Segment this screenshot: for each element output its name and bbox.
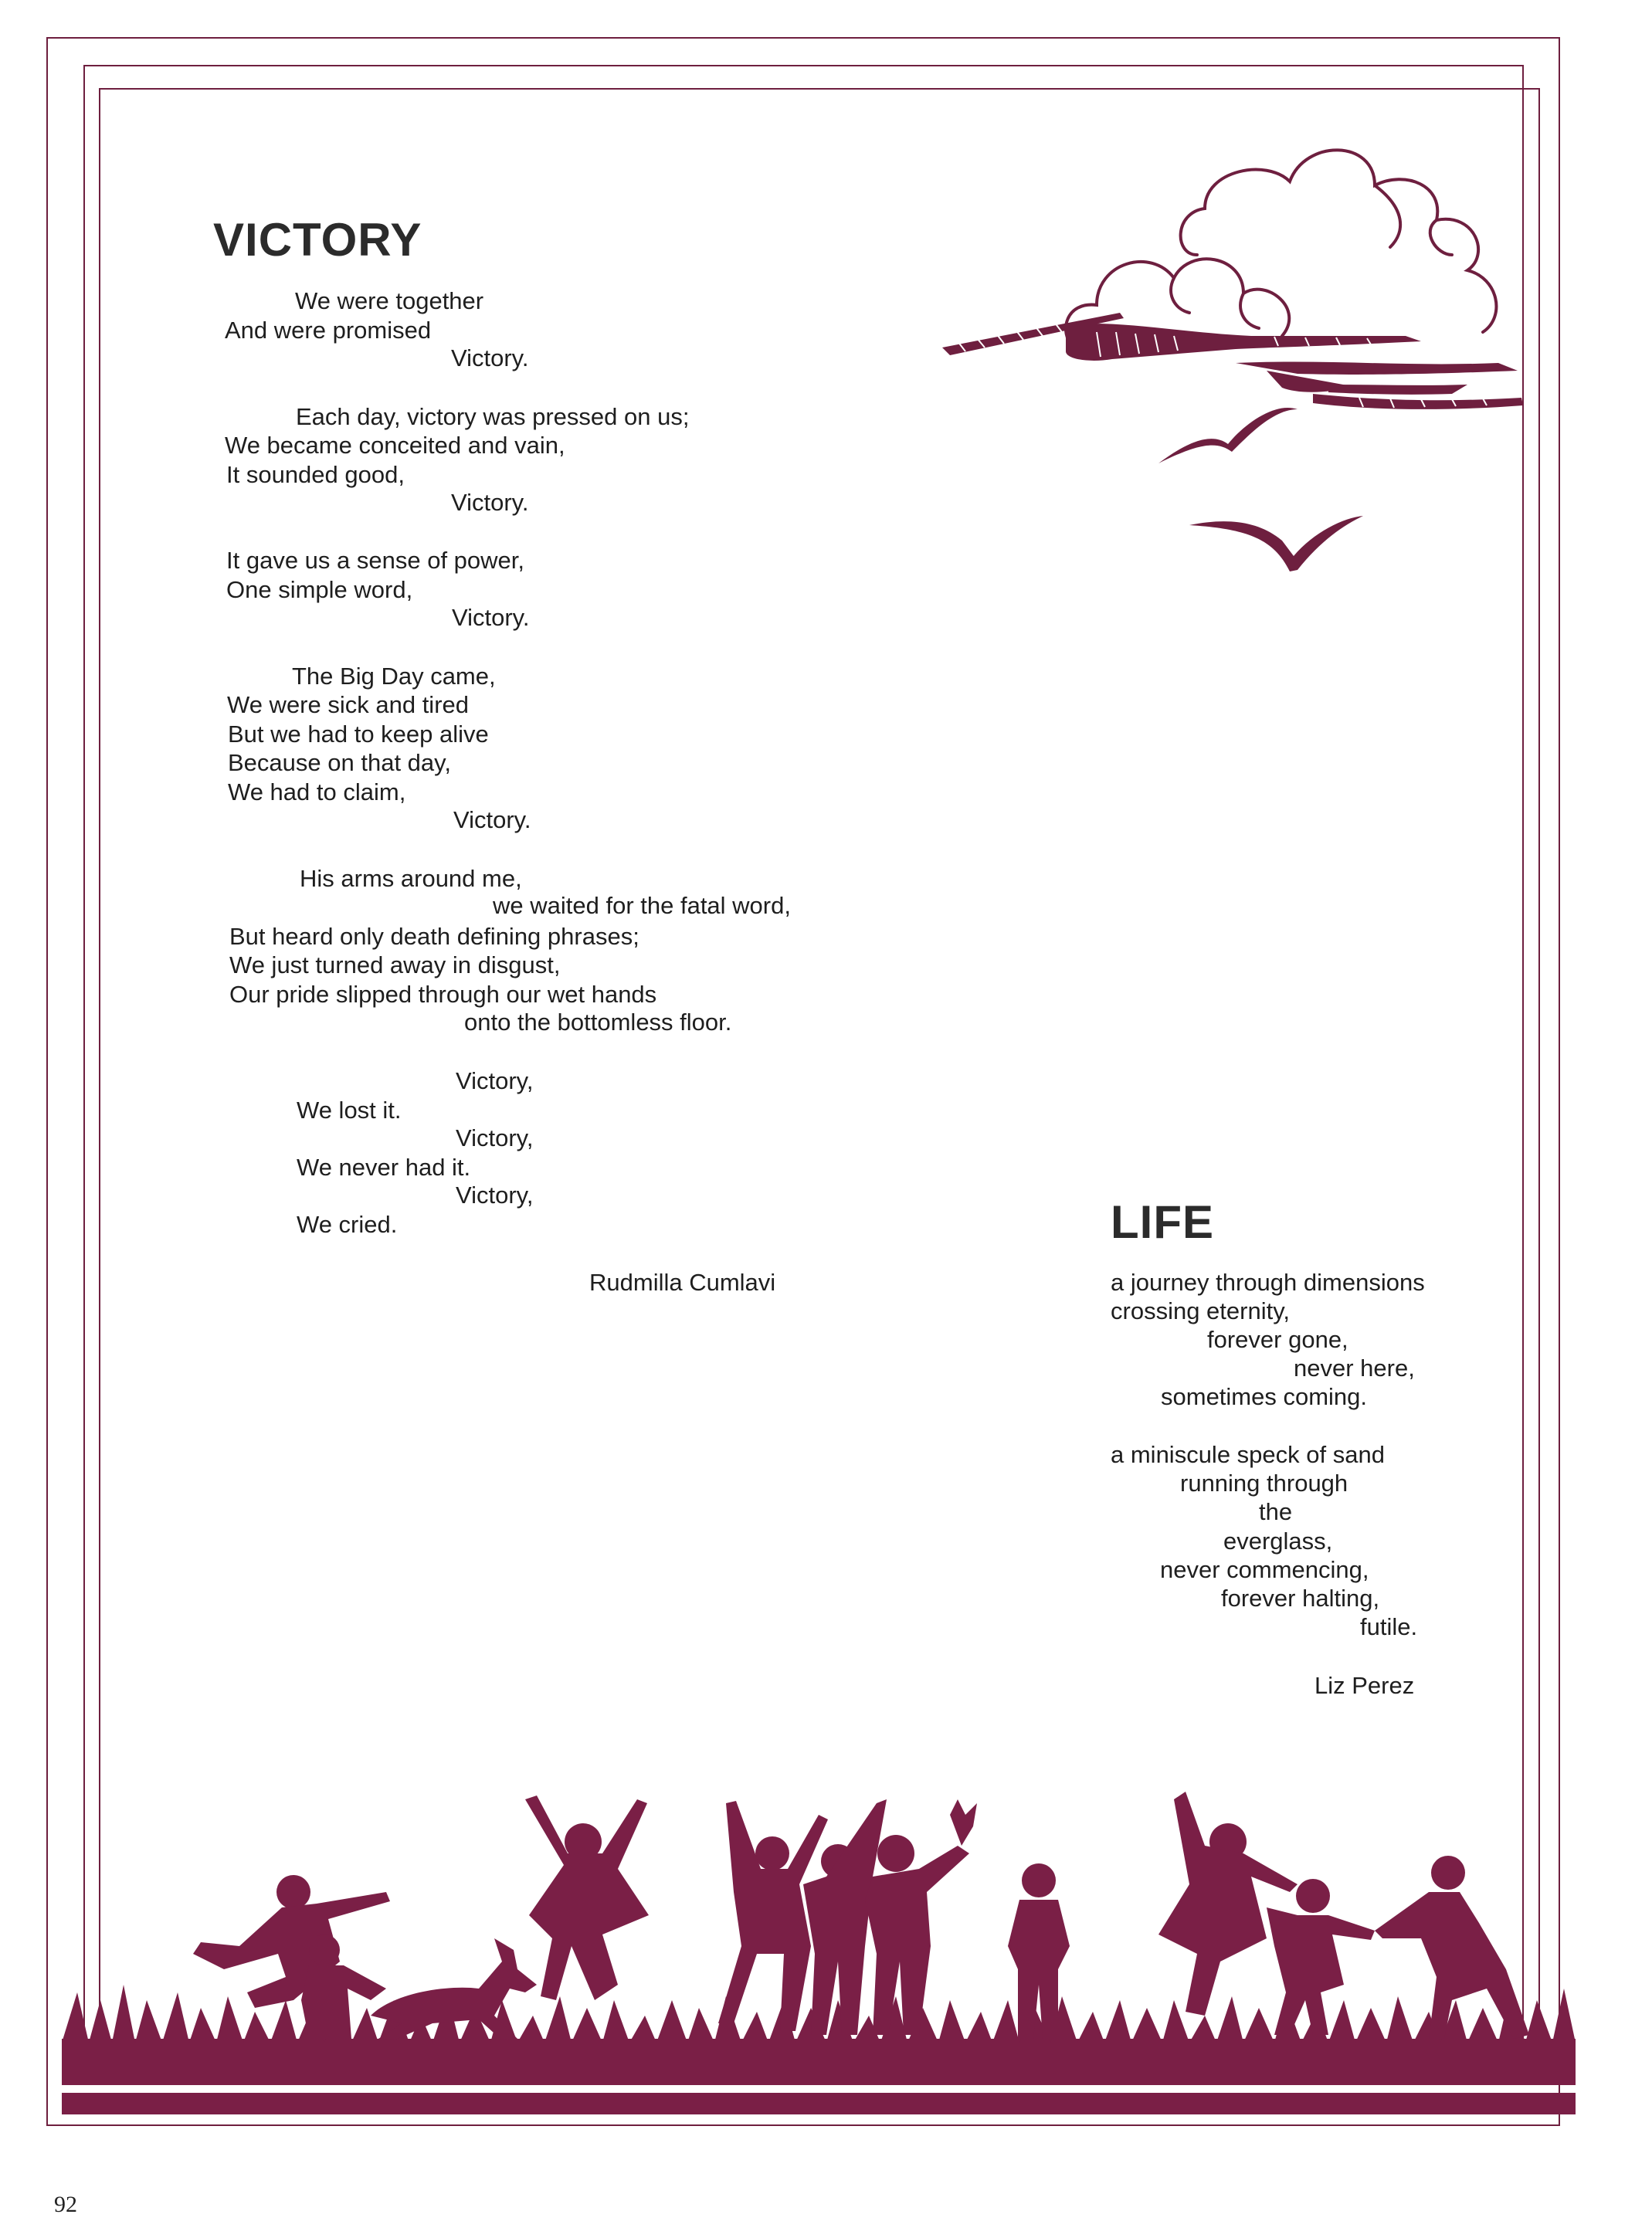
victory-line: But heard only death defining phrases;	[229, 923, 639, 950]
life-line: forever gone,	[1207, 1326, 1348, 1353]
victory-line: We just turned away in disgust,	[229, 951, 561, 978]
victory-line: we waited for the fatal word,	[493, 892, 791, 919]
life-line: futile.	[1360, 1613, 1418, 1640]
victory-line: His arms around me,	[300, 865, 522, 892]
victory-line: Our pride slipped through our wet hands	[229, 981, 657, 1008]
life-author: Liz Perez	[1314, 1672, 1415, 1699]
victory-line: It sounded good,	[226, 461, 405, 488]
victory-line: onto the bottomless floor.	[464, 1009, 732, 1036]
life-line: a miniscule speck of sand	[1111, 1441, 1385, 1468]
victory-line: We were sick and tired	[227, 691, 469, 718]
victory-line: Victory,	[456, 1124, 534, 1151]
life-title: LIFE	[1111, 1196, 1214, 1248]
life-line: forever halting,	[1221, 1585, 1380, 1612]
life-line: never here,	[1294, 1355, 1415, 1382]
victory-title: VICTORY	[213, 214, 422, 266]
victory-line: Victory.	[453, 806, 531, 833]
life-line: never commencing,	[1160, 1556, 1369, 1583]
victory-line: Victory,	[456, 1182, 534, 1209]
victory-line: Each day, victory was pressed on us;	[296, 403, 690, 430]
life-line: sometimes coming.	[1161, 1383, 1368, 1410]
victory-line: Because on that day,	[228, 749, 451, 776]
victory-line: We never had it.	[297, 1154, 471, 1181]
life-line: a journey through dimensions	[1111, 1269, 1425, 1296]
victory-line: It gave us a sense of power,	[226, 547, 525, 574]
life-line: running through	[1180, 1470, 1348, 1497]
clouds-and-birds-illustration	[942, 139, 1545, 602]
victory-line: We became conceited and vain,	[225, 432, 565, 459]
victory-line: We cried.	[297, 1211, 398, 1238]
victory-line: Victory.	[451, 489, 529, 516]
life-line: everglass,	[1223, 1528, 1333, 1555]
victory-line: Victory,	[456, 1067, 534, 1094]
victory-line: The Big Day came,	[292, 663, 496, 690]
life-line: the	[1259, 1498, 1293, 1525]
page-number: 92	[54, 2192, 77, 2217]
victory-line: But we had to keep alive	[228, 721, 489, 748]
victory-line: We had to claim,	[228, 778, 406, 805]
victory-line: Victory.	[452, 604, 530, 631]
victory-line: We were together	[295, 287, 484, 314]
victory-line: And were promised	[225, 317, 432, 344]
victory-line: Victory.	[451, 344, 529, 371]
victory-author: Rudmilla Cumlavi	[589, 1269, 776, 1296]
children-dancing-silhouette	[62, 1768, 1576, 2155]
life-line: crossing eternity,	[1111, 1297, 1291, 1324]
victory-line: We lost it.	[297, 1097, 402, 1124]
victory-line: One simple word,	[226, 576, 413, 603]
